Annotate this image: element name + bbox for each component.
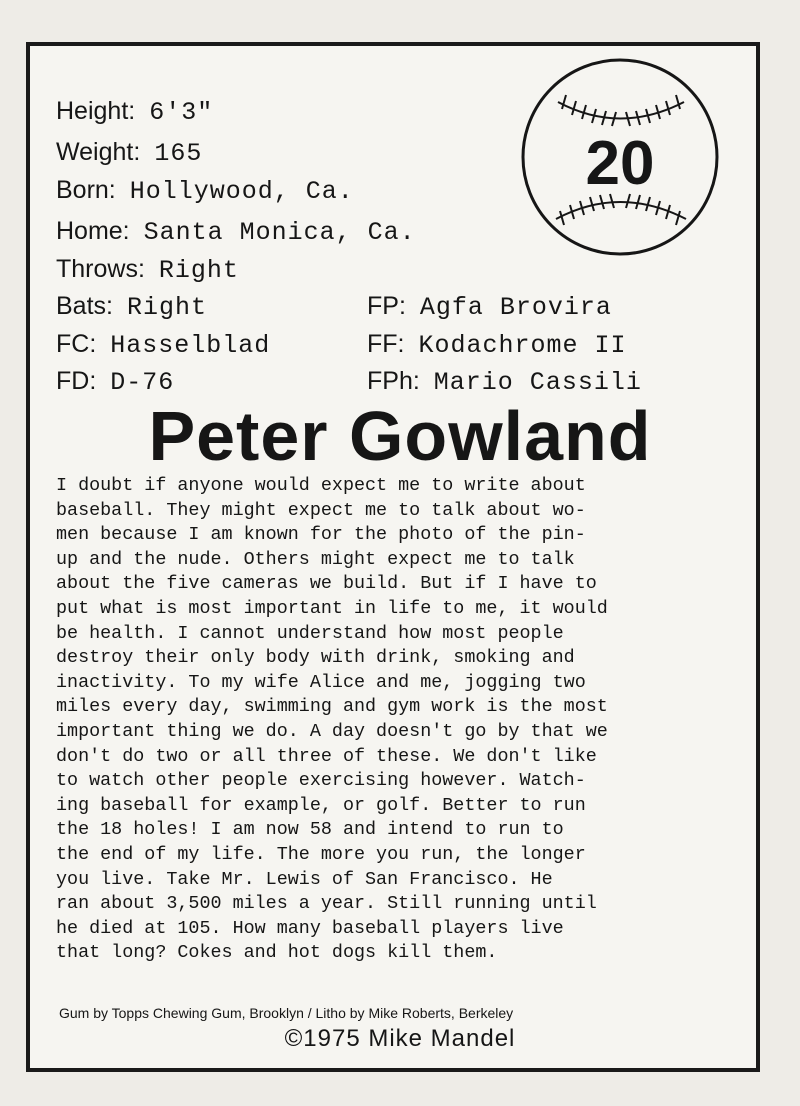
stat-value: Right: [126, 293, 207, 322]
bio-line: important thing we do. A day doesn't go by that we: [56, 720, 608, 742]
stat-height: [56, 96, 213, 128]
bio-line: ran about 3,500 miles a year. Still running until: [56, 893, 597, 915]
stat-value: D-76: [110, 368, 175, 397]
stat-fp: [367, 291, 612, 323]
stat-label: FPh:: [367, 367, 420, 395]
stat-value: 6'3": [149, 98, 214, 127]
stat-label: FD:: [56, 367, 97, 395]
bio-line: the 18 holes! I am now 58 and intend to run to: [56, 819, 564, 841]
stat-label: Bats:: [56, 292, 113, 320]
stat-value: Mario Cassili: [433, 368, 642, 397]
stat-bats: [56, 291, 207, 323]
bio-line: destroy their only body with drink, smoking and: [56, 647, 575, 669]
bio-line: up and the nude. Others might expect me to talk: [56, 548, 575, 570]
stat-value: Santa Monica, Ca.: [143, 218, 416, 247]
bio-line: I doubt if anyone would expect me to write about: [56, 475, 586, 496]
baseball-icon: [520, 57, 720, 257]
stat-throws: [56, 254, 239, 286]
bio-line: ing baseball for example, or golf. Better to run: [56, 794, 586, 816]
bio-line: men because I am known for the photo of the pin-: [56, 524, 586, 546]
stat-value: Agfa Brovira: [419, 293, 612, 322]
stat-value: 165: [154, 139, 203, 168]
bio-line: you live. Take Mr. Lewis of San Francisco. He: [56, 868, 553, 890]
bio-line: about the five cameras we build. But if I have to: [56, 573, 597, 595]
stat-value: Right: [158, 256, 239, 285]
printer-credits: Gum by Topps Chewing Gum, Brooklyn / Litho by Mike Roberts, Berkeley: [59, 1005, 514, 1021]
stat-fc: [56, 329, 270, 361]
bio-line: baseball. They might expect me to talk about wo-: [56, 499, 586, 521]
bio-line: to watch other people exercising however. Watch-: [56, 770, 586, 792]
stat-label: Born:: [56, 176, 116, 204]
stat-value: Hollywood, Ca.: [129, 177, 354, 206]
bio-line: put what is most important in life to me, it would: [56, 597, 608, 619]
bio-line: the end of my life. The more you run, the longer: [56, 843, 586, 865]
stat-label: FF:: [367, 330, 405, 358]
bio-line: be health. I cannot understand how most people: [56, 622, 564, 644]
stat-weight: [56, 137, 202, 169]
stat-label: FC:: [56, 330, 97, 358]
stat-label: FP:: [367, 292, 406, 320]
stat-ff: [367, 329, 627, 361]
stat-fph: [367, 366, 642, 398]
stat-value: Kodachrome II: [418, 331, 627, 360]
bio-line: don't do two or all three of these. We don't like: [56, 745, 597, 767]
bio-line: he died at 105. How many baseball players live: [56, 917, 564, 939]
card-number: 20: [585, 129, 655, 198]
stat-born: [56, 175, 354, 207]
stat-label: Weight:: [56, 138, 141, 166]
bio-line: inactivity. To my wife Alice and me, jogging two: [56, 671, 586, 693]
copyright-line: ©1975 Mike Mandel: [284, 1025, 516, 1052]
stat-fd: [56, 366, 174, 398]
bio-line: that long? Cokes and hot dogs kill them.: [56, 942, 498, 964]
stat-label: Throws:: [56, 255, 145, 283]
stat-label: Height:: [56, 97, 136, 125]
player-name: Peter Gowland: [148, 397, 652, 475]
stat-home: [56, 216, 416, 248]
bio-text: [56, 474, 756, 966]
stat-label: Home:: [56, 217, 130, 245]
stat-value: Hasselblad: [110, 331, 271, 360]
bio-line: miles every day, swimming and gym work is the most: [56, 696, 608, 718]
